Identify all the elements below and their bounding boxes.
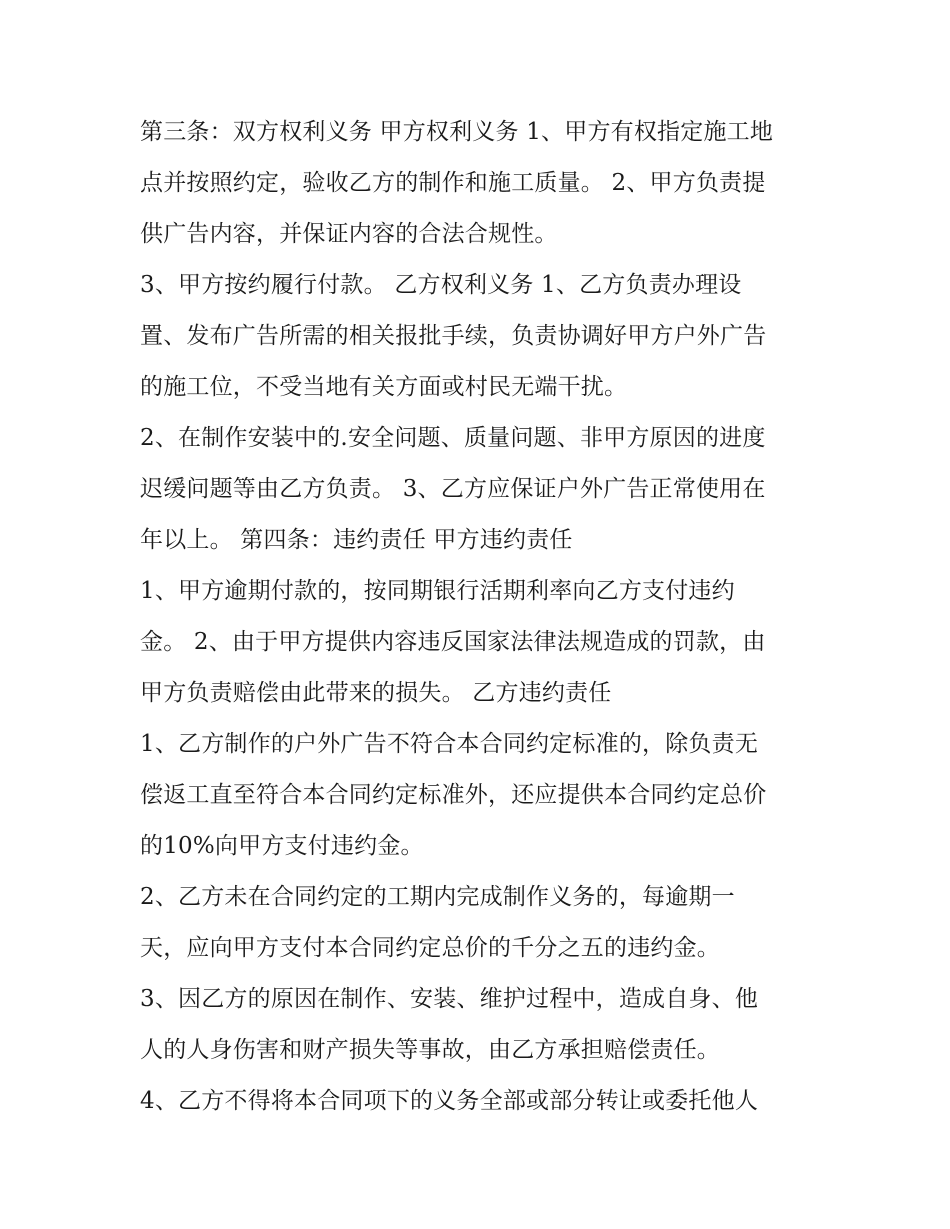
text-line: 年以上。 第四条：违约责任 甲方违约责任 — [140, 527, 573, 553]
text-line: 置、发布广告所需的相关报批手续，负责协调好甲方户外广告 — [140, 323, 767, 349]
text-line: 点并按照约定，验收乙方的制作和施工质量。 2、甲方负责提 — [140, 170, 766, 196]
text-line: 1、甲方逾期付款的，按同期银行活期利率向乙方支付违约 — [140, 578, 735, 604]
text-line: 偿返工直至符合本合同约定标准外，还应提供本合同约定总价 — [140, 782, 767, 808]
text-line: 3、因乙方的原因在制作、安装、维护过程中，造成自身、他 — [140, 986, 759, 1012]
text-line: 2、在制作安装中的.安全问题、质量问题、非甲方原因的进度 — [140, 425, 766, 451]
text-line: 金。 2、由于甲方提供内容违反国家法律法规造成的罚款，由 — [140, 629, 766, 655]
text-line: 第三条：双方权利义务 甲方权利义务 1、甲方有权指定施工地 — [140, 119, 774, 145]
text-line: 2、乙方未在合同约定的工期内完成制作义务的，每逾期一 — [140, 884, 735, 910]
text-line: 供广告内容，并保证内容的合法合规性。 — [140, 221, 558, 247]
text-line: 1、乙方制作的户外广告不符合本合同约定标准的，除负责无 — [140, 731, 759, 757]
text-line: 4、乙方不得将本合同项下的义务全部或部分转让或委托他人 — [140, 1088, 759, 1114]
text-line: 3、甲方按约履行付款。 乙方权利义务 1、乙方负责办理设 — [140, 272, 742, 298]
text-line: 天，应向甲方支付本合同约定总价的千分之五的违约金。 — [140, 935, 720, 961]
document-body — [140, 107, 820, 1127]
text-line: 甲方负责赔偿由此带来的损失。 乙方违约责任 — [140, 680, 612, 706]
text-line: 人的人身伤害和财产损失等事故，由乙方承担赔偿责任。 — [140, 1037, 720, 1063]
text-line: 的10%向甲方支付违约金。 — [140, 833, 424, 859]
text-line: 迟缓问题等由乙方负责。 3、乙方应保证户外广告正常使用在 — [140, 476, 766, 502]
text-line: 的施工位，不受当地有关方面或村民无端干扰。 — [140, 374, 628, 400]
